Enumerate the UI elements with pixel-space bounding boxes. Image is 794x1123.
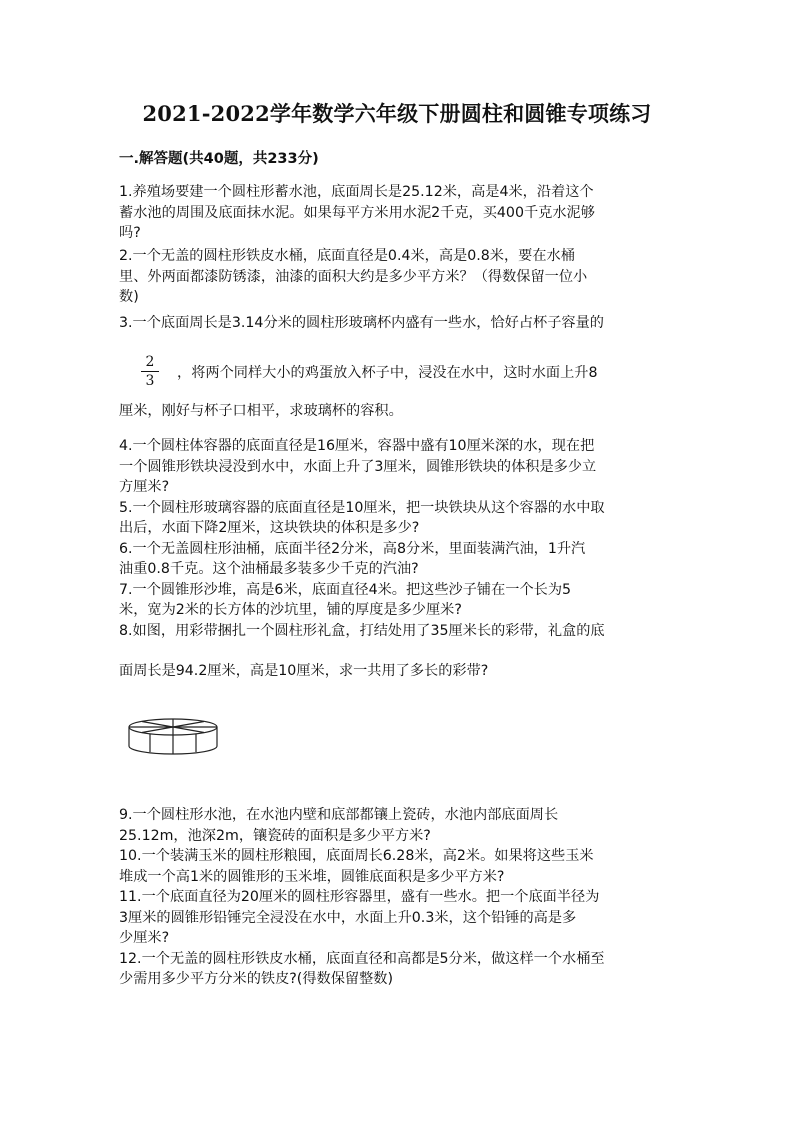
text-line: 11.一个底面直径为20厘米的圆柱形容器里，盛有一些水。把一个底面半径为 [119,889,600,905]
text-line: 6.一个无盖圆柱形油桶，底面半径2分米，高8分米，里面装满汽油，1升汽 [119,540,586,557]
text-line: 12.一个无盖的圆柱形铁皮水桶，底面直径和高都是5分米，做这样一个水桶至 [119,950,605,967]
text-line: 吗? [119,225,141,241]
text-line: 数) [119,289,139,305]
text-line: 7.一个圆锥形沙堆，高是6米，底面直径4米。把这些沙子铺在一个长为5 [119,581,572,598]
question-3-line-2: ，将两个同样大小的鸡蛋放入杯子中，浸没在水中，这时水面上升8 [177,365,598,381]
text-line: 4.一个圆柱体容器的底面直径是16厘米，容器中盛有10厘米深的水，现在把 [119,438,595,454]
text-line: 3厘米的圆锥形铅锤完全浸没在水中，水面上升0.3米，这个铅锤的高是多 [119,909,577,926]
fraction-bar [141,371,159,372]
text-line: 出后，水面下降2厘米，这块铁块的体积是多少? [119,520,420,536]
page-title: 2021-2022学年数学六年级下册圆柱和圆锥专项练习 [142,101,652,126]
question-8-line-2: 面周长是94.2厘米，高是10厘米，求一共用了多长的彩带? [119,663,489,679]
text-line: 米，宽为2米的长方体的沙坑里，铺的厚度是多少厘米? [119,602,462,618]
text-line: 1.养殖场要建一个圆柱形蓄水池，底面周长是25.12米，高是4米，沿着这个 [119,184,594,200]
text-line: 堆成一个高1米的圆锥形的玉米堆，圆锥底面积是多少平方米? [119,868,505,885]
fraction-numerator: 2 [145,354,155,370]
text-line: 油重0.8千克。这个油桶最多装多少千克的汽油? [119,561,419,577]
question-2 [119,246,679,308]
question-3-line-3: 厘米，刚好与杯子口相平，求玻璃杯的容积。 [119,403,403,419]
text-line: 2.一个无盖的圆柱形铁皮水桶，底面直径是0.4米，高是0.8米，要在水桶 [119,248,575,264]
question-3-line-1: 3.一个底面周长是3.14分米的圆柱形玻璃杯内盛有一些水，恰好占杯子容量的 [119,315,604,331]
fraction-denominator: 3 [145,373,155,389]
text-line: 方厘米? [119,479,170,495]
text-line: 8.如图，用彩带捆扎一个圆柱形礼盒，打结处用了35厘米长的彩带，礼盒的底 [119,622,605,639]
text-line: 10.一个装满玉米的圆柱形粮囤，底面周长6.28米，高2米。如果将这些玉米 [119,848,594,864]
text-line: 9.一个圆柱形水池，在水池内壁和底部都镶上瓷砖，水池内部底面周长 [119,807,559,823]
fraction [141,354,159,389]
cylinder-gift-box-figure [126,716,220,756]
section-heading: 一.解答题(共40题，共233分) [119,151,319,167]
text-line: 里、外两面都漆防锈漆，油漆的面积大约是多少平方米？（得数保留一位小 [119,268,588,285]
text-line: 5.一个圆柱形玻璃容器的底面直径是10厘米，把一块铁块从这个容器的水中取 [119,499,605,516]
text-line: 25.12m，池深2m，镶瓷砖的面积是多少平方米? [119,827,431,844]
text-line: 少厘米? [119,930,170,946]
questions-9-to-12 [119,805,679,990]
text-line: 少需用多少平方分米的铁皮?(得数保留整数) [119,971,393,987]
text-line: 蓄水池的周围及底面抹水泥。如果每平方米用水泥2千克，买400千克水泥够 [119,204,595,221]
questions-4-to-8 [119,436,679,641]
question-1 [119,182,679,244]
text-line: 一个圆锥形铁块浸没到水中，水面上升了3厘米，圆锥形铁块的体积是多少立 [119,458,597,475]
